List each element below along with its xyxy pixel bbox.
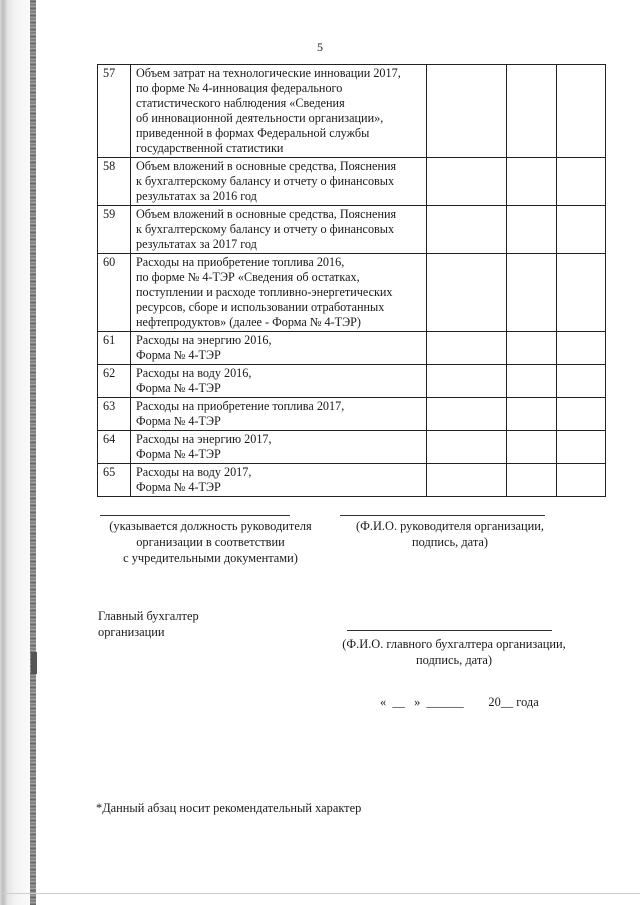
table-row [98,158,606,206]
description-line: Форма № 4-ТЭР [136,447,221,461]
table-row [98,365,606,398]
description-line: Объем затрат на технологические инновации 2017, [136,66,401,80]
row-description [131,365,427,398]
description-line: к бухгалтерскому балансу и отчету о финансовых [136,174,395,188]
description-line: Расходы на приобретение топлива 2017, [136,399,345,413]
row-number: 65 [98,464,131,497]
value-cell[interactable] [507,464,557,497]
table-row [98,464,606,497]
row-description [131,158,427,206]
scan-mark [31,652,37,674]
row-description [131,398,427,431]
description-line: Расходы на энергию 2016, [136,333,272,347]
row-number: 57 [98,65,131,158]
table-row [98,398,606,431]
value-cell[interactable] [427,65,507,158]
footnote: *Данный абзац носит рекомендательный характер [96,801,362,815]
caption-line: с учредительными документами) [123,551,298,565]
row-number: 64 [98,431,131,464]
page-bottom-edge [0,893,640,894]
chief-accountant-label [98,608,258,640]
description-line: об инновационной деятельности организации», [136,111,384,125]
description-line: результатах за 2017 год [136,237,257,251]
caption-line: (указывается должность руководителя [109,519,312,533]
value-cell[interactable] [507,365,557,398]
description-line: Объем вложений в основные средства, Пояснения [136,159,397,173]
chief-fio-caption [334,636,574,668]
indicators-table [97,64,606,497]
description-line: Расходы на воду 2017, [136,465,252,479]
value-cell[interactable] [557,254,606,332]
table-row [98,65,606,158]
value-cell[interactable] [427,464,507,497]
row-description [131,206,427,254]
table-row [98,332,606,365]
value-cell[interactable] [557,332,606,365]
description-line: государственной статистики [136,141,284,155]
row-number: 61 [98,332,131,365]
description-line: по форме № 4-ТЭР «Сведения об остатках, [136,270,360,284]
value-cell[interactable] [507,332,557,365]
caption-line: (Ф.И.О. главного бухгалтера организации, [342,637,566,651]
row-description [131,65,427,158]
value-cell[interactable] [427,206,507,254]
value-cell[interactable] [507,206,557,254]
head-fio-caption [334,518,566,550]
caption-line: (Ф.И.О. руководителя организации, [355,519,545,533]
description-line: по форме № 4-инновация федерального [136,81,343,95]
scan-edge [0,0,40,905]
description-line: Форма № 4-ТЭР [136,348,221,362]
value-cell[interactable] [557,65,606,158]
chief-fio-line [347,630,552,631]
date-line: « __ » ______ 20__ года [380,695,539,709]
description-line: приведенной в формах Федеральной службы [136,126,370,140]
description-line: нефтепродуктов» (далее - Форма № 4-ТЭР) [136,315,361,329]
row-number: 60 [98,254,131,332]
value-cell[interactable] [427,431,507,464]
head-position-caption [98,518,323,566]
row-number: 63 [98,398,131,431]
row-description [131,464,427,497]
description-line: Форма № 4-ТЭР [136,381,221,395]
row-number: 59 [98,206,131,254]
value-cell[interactable] [427,158,507,206]
table-row [98,206,606,254]
value-cell[interactable] [507,158,557,206]
value-cell[interactable] [507,254,557,332]
row-number: 58 [98,158,131,206]
description-line: Объем вложений в основные средства, Пояснения [136,207,397,221]
value-cell[interactable] [427,365,507,398]
description-line: Форма № 4-ТЭР [136,414,221,428]
description-line: статистического наблюдения «Сведения [136,96,345,110]
value-cell[interactable] [427,332,507,365]
value-cell[interactable] [557,431,606,464]
value-cell[interactable] [557,206,606,254]
head-position-line [100,515,290,516]
description-line: Расходы на воду 2016, [136,366,252,380]
row-number: 62 [98,365,131,398]
page-number: 5 [317,40,323,54]
row-description [131,332,427,365]
row-description [131,254,427,332]
description-line: Расходы на энергию 2017, [136,432,272,446]
description-line: Форма № 4-ТЭР [136,480,221,494]
table-row [98,254,606,332]
description-line: ресурсов, сборе и использовании отработанных [136,300,385,314]
value-cell[interactable] [557,398,606,431]
label-line: Главный бухгалтер [98,609,199,623]
caption-line: подпись, дата) [415,653,493,667]
value-cell[interactable] [557,464,606,497]
description-line: к бухгалтерскому балансу и отчету о финансовых [136,222,395,236]
value-cell[interactable] [507,398,557,431]
table-row [98,431,606,464]
value-cell[interactable] [427,254,507,332]
value-cell[interactable] [507,431,557,464]
head-fio-line [340,515,545,516]
description-line: результатах за 2016 год [136,189,257,203]
caption-line: организации в соответствии [136,535,285,549]
description-line: поступлении и расходе топливно-энергетических [136,285,393,299]
value-cell[interactable] [507,65,557,158]
label-line: организации [98,625,165,639]
caption-line: подпись, дата) [411,535,489,549]
value-cell[interactable] [427,398,507,431]
value-cell[interactable] [557,158,606,206]
row-description [131,431,427,464]
description-line: Расходы на приобретение топлива 2016, [136,255,345,269]
value-cell[interactable] [557,365,606,398]
